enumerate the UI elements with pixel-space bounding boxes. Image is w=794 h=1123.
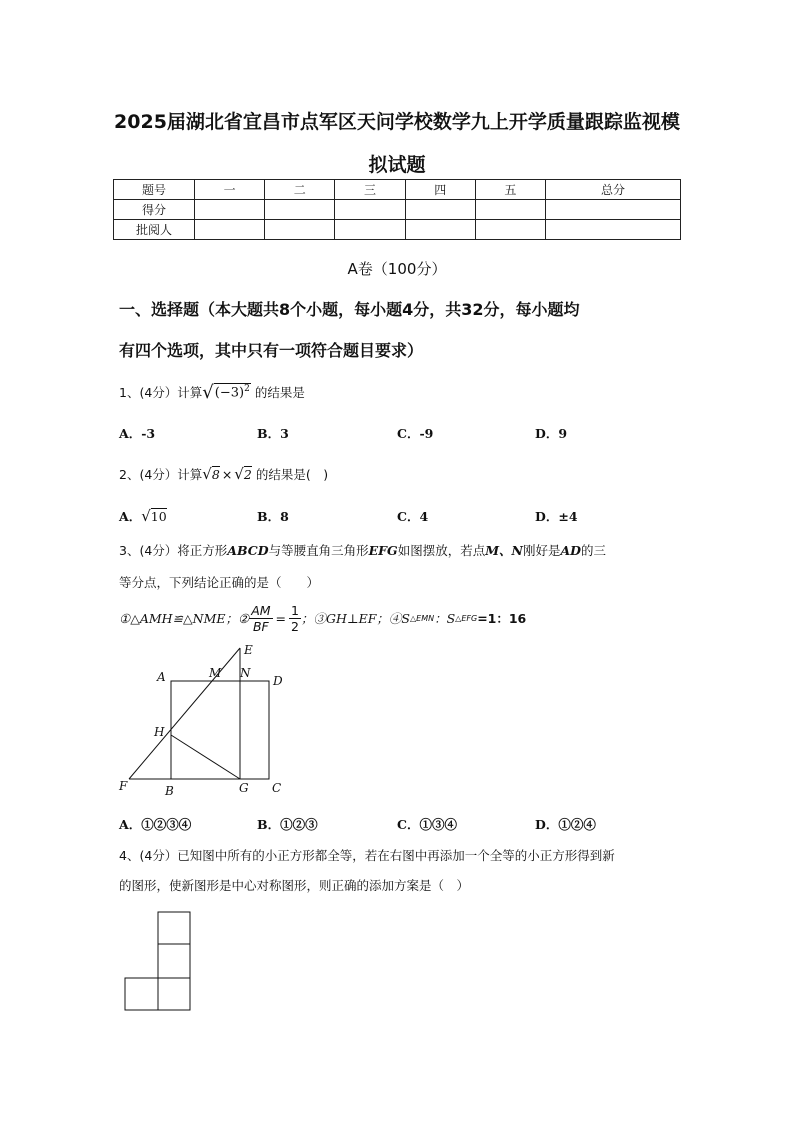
score-cell[interactable] [195, 200, 265, 220]
q3-fraction-half [289, 603, 301, 634]
score-cell[interactable] [546, 220, 681, 240]
q2-option-a[interactable] [119, 507, 167, 525]
question-4-line1: 4、(4分）已知图中所有的小正方形都全等，若在右图中再添加一个全等的小正方形得到新 [119, 848, 615, 863]
label-g: G [239, 781, 249, 795]
q3-frac-den: BF [252, 618, 269, 634]
q3-segment: AD [560, 543, 582, 558]
q1-radicand: (−3) [214, 385, 245, 401]
doc-title-line2: 拟试题 [368, 154, 426, 176]
score-header-cell: 一 [195, 180, 265, 200]
segment-ef [129, 648, 240, 779]
q2-suffix: 的结果是( ) [255, 467, 329, 482]
q3-ratio: =1：16 [477, 611, 527, 626]
q3-conclusion-3: ；③GH⊥EF；④S [300, 611, 410, 626]
q3-fraction-am-bf [249, 603, 272, 634]
score-cell[interactable] [405, 220, 475, 240]
score-header-cell: 四 [405, 180, 475, 200]
q3-sub-emn: △EMN [410, 613, 435, 623]
section-a-heading: A卷（100分） [347, 260, 447, 278]
q3-equals: = [275, 610, 287, 626]
label-b: B [165, 784, 174, 798]
question-1 [119, 381, 305, 403]
q1-prefix: 1、(4分）计算 [119, 385, 203, 400]
q3-triangle-name: EFG [368, 543, 398, 558]
doc-title-line1: 2025届湖北省宜昌市点军区天问学校数学九上开学质量跟踪监视模 [114, 111, 680, 133]
q2-times: × [221, 466, 233, 482]
score-cell[interactable] [405, 200, 475, 220]
score-cell[interactable] [265, 220, 335, 240]
small-square [125, 978, 158, 1010]
segment-hg [171, 735, 240, 779]
q3-text: 如图摆放，若点 [397, 543, 486, 558]
score-cell[interactable] [335, 220, 405, 240]
q3-sub-efg: △EFG [455, 613, 478, 623]
q3-text: 与等腰直角三角形 [268, 543, 369, 558]
q3-option-a[interactable]: A．①②③④ [119, 817, 192, 832]
q1-suffix: 的结果是 [254, 385, 305, 400]
q1-option-b[interactable]: B．3 [257, 426, 289, 441]
q1-option-c[interactable]: C．-9 [397, 426, 434, 441]
q1-radicand-wrap [214, 383, 251, 400]
question-3-line2: 等分点，下列结论正确的是（ ） [119, 575, 320, 590]
score-cell[interactable] [265, 200, 335, 220]
q3-conclusion-1: ①△AMH≌△NME；② [119, 611, 250, 626]
score-cell[interactable] [475, 200, 545, 220]
section1-heading-line1: 一、选择题（本大题共8个小题，每小题4分，共32分，每小题均 [119, 300, 580, 319]
q3-geometry-figure [115, 640, 295, 800]
q1-exponent: 2 [244, 384, 250, 395]
q3-frac-num: AM [251, 602, 271, 618]
square-abcd [171, 681, 269, 779]
score-row-label: 得分 [114, 200, 195, 220]
label-m: M [209, 666, 222, 680]
label-f: F [119, 779, 128, 793]
question-3-conclusions [119, 599, 526, 637]
score-table-row [114, 220, 681, 240]
q1-option-a[interactable]: A．-3 [119, 426, 156, 441]
score-header-cell: 总分 [546, 180, 681, 200]
score-header-cell: 题号 [114, 180, 195, 200]
sqrt-icon: √ [202, 381, 214, 403]
small-square [158, 912, 190, 944]
q2-rad1: 8 [211, 467, 220, 482]
q3-option-b[interactable]: B．①②③ [257, 817, 318, 832]
q3-square-name: ABCD [227, 543, 269, 558]
q3-text: 3、(4分）将正方形 [119, 543, 228, 558]
q2-option-a-rad: 10 [150, 509, 167, 524]
section1-heading-line2: 有四个选项，其中只有一项符合题目要求） [119, 341, 424, 360]
sqrt-icon: √ [234, 465, 244, 483]
q3-half-den: 2 [291, 618, 299, 634]
score-header-cell: 五 [475, 180, 545, 200]
label-n: N [240, 666, 251, 680]
label-a: A [157, 670, 166, 684]
label-h: H [154, 725, 165, 739]
q3-option-d[interactable]: D．①②④ [535, 817, 596, 832]
q2-option-d[interactable]: D．±4 [535, 509, 578, 524]
label-e: E [244, 643, 253, 657]
q3-text: 的三 [581, 543, 607, 558]
q2-option-b[interactable]: B．8 [257, 509, 289, 524]
q1-option-d[interactable]: D．9 [535, 426, 568, 441]
score-table [113, 179, 681, 240]
score-cell[interactable] [195, 220, 265, 240]
q2-rad2: 2 [243, 467, 252, 482]
q3-points: M、N [485, 543, 523, 558]
question-3-line1 [119, 541, 606, 559]
score-header-cell: 三 [335, 180, 405, 200]
score-row-label: 批阅人 [114, 220, 195, 240]
label-c: C [272, 781, 282, 795]
question-2 [119, 463, 328, 485]
score-cell[interactable] [475, 220, 545, 240]
q3-option-c[interactable]: C．①③④ [397, 817, 457, 832]
q2-option-a-label: A． [119, 509, 142, 524]
sqrt-icon: √ [202, 465, 212, 483]
q4-squares-figure [122, 910, 194, 1014]
q3-half-num: 1 [291, 602, 299, 618]
score-table-row [114, 200, 681, 220]
label-d: D [273, 674, 283, 688]
small-square [158, 978, 190, 1010]
q3-colon: ：S [434, 611, 456, 626]
small-square [158, 944, 190, 978]
q3-text: 刚好是 [522, 543, 561, 558]
score-cell[interactable] [546, 200, 681, 220]
score-header-cell: 二 [265, 180, 335, 200]
q2-option-c[interactable]: C．4 [397, 509, 429, 524]
score-cell[interactable] [335, 200, 405, 220]
sqrt-icon: √ [141, 507, 151, 525]
score-table-header-row [114, 180, 681, 200]
q2-prefix: 2、(4分）计算 [119, 467, 203, 482]
question-4-line2: 的图形，使新图形是中心对称图形，则正确的添加方案是（ ） [119, 878, 470, 893]
